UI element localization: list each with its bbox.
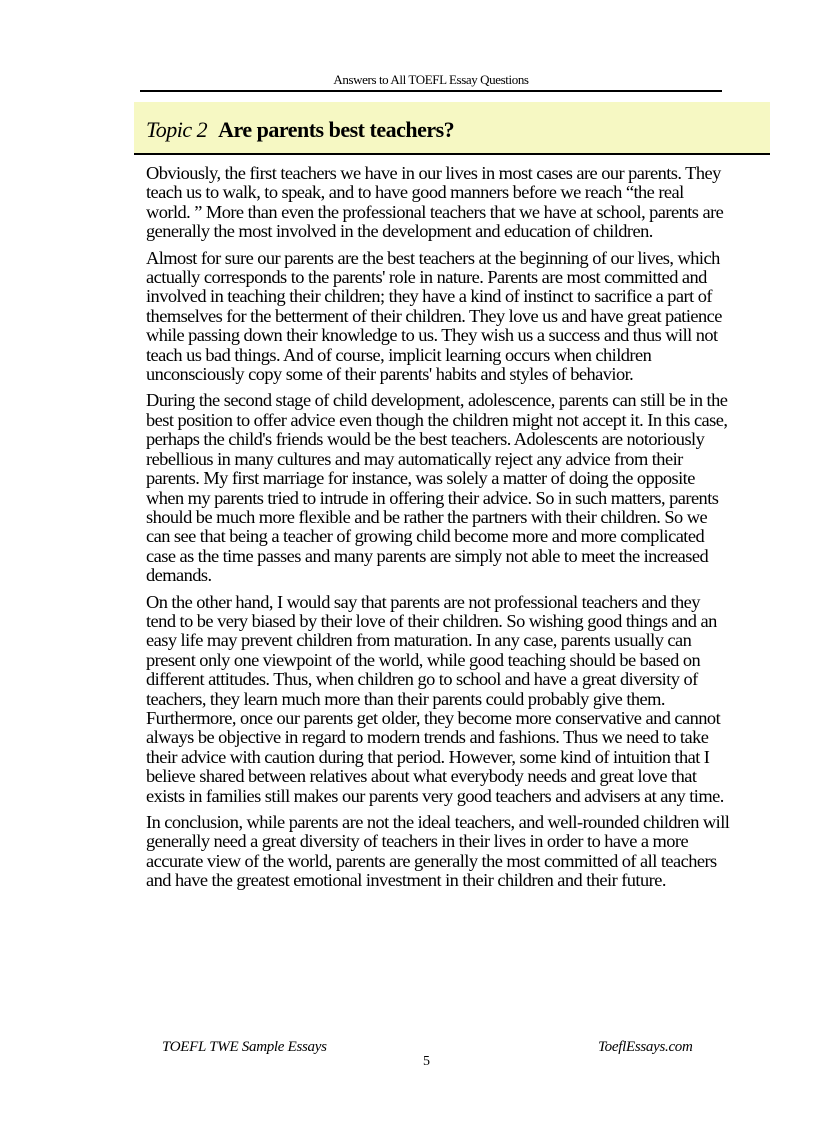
essay-paragraph-1: Obviously, the first teachers we have in our lives in most cases are our parents. They teach us to walk, to speak, and to have good manners before we reach “the real world. ” More than even the professional teachers that we have at school, parents are generally the most involved in the development and education of children. <box>146 163 724 242</box>
header-rule <box>140 90 722 92</box>
running-header: Answers to All TOEFL Essay Questions <box>333 72 529 87</box>
essay-paragraph-4: On the other hand, I would say that parents are not professional teachers and they tend to be very biased by their love of their children. So wishing good things and an easy life may prevent children from maturation. In any case, parents usually can present only one viewpoint of the world, while good teaching should be based on different attitudes. Thus, when children go to school and have a great diversity of teachers, they learn much more than their parents could probably give them. Furthermore, once our parents get older, they become more conservative and cannot always be objective in regard to modern trends and fashions. Thus we need to take their advice with caution during that period. However, some kind of intuition that I believe shared between relatives about what everybody needs and great love that exists in families still makes our parents very good teachers and advisers at any time. <box>146 591 724 806</box>
topic-label: Topic 2 <box>146 117 208 142</box>
page-number: 5 <box>423 1054 430 1069</box>
essay-paragraph-2: Almost for sure our parents are the best teachers at the beginning of our lives, which actually corresponds to the parents' role in nature. Parents are most committed and involved in teaching their children; they have a kind of instinct to sacrifice a part of themselves for the betterment of their children. They love us and have great patience while passing down their knowledge to us. They wish us a success and thus will not teach us bad things. And of course, implicit learning occurs when children unconsciously copy some of their parents' habits and styles of behavior. <box>146 247 722 385</box>
topic-title: Are parents best teachers? <box>218 117 455 142</box>
footer-left-text: TOEFL TWE Sample Essays <box>162 1039 327 1055</box>
topic-heading <box>146 117 454 143</box>
essay-paragraph-3: During the second stage of child development, adolescence, parents can still be in the best position to offer advice even though the children might not accept it. In this case, perhaps the child's friends would be the best teachers. Adolescents are notoriously rebellious in many cultures and may automatically reject any advice from their parents. My first marriage for instance, was solely a matter of doing the opposite when my parents tried to intrude in offering their advice. So in such matters, parents should be much more flexible and be rather the partners with their children. So we can see that being a teacher of growing child become more and more complicated case as the time passes and many parents are simply not able to meet the increased demands. <box>146 390 728 586</box>
essay-body <box>146 164 730 898</box>
essay-paragraph-5: In conclusion, while parents are not the ideal teachers, and well-rounded children will generally need a great diversity of teachers in their lives in order to have a more accurate view of the world, parents are generally the most committed of all teachers and have the greatest emotional investment in their children and their future. <box>146 812 730 891</box>
footer-right-text: ToeflEssays.com <box>598 1039 693 1055</box>
